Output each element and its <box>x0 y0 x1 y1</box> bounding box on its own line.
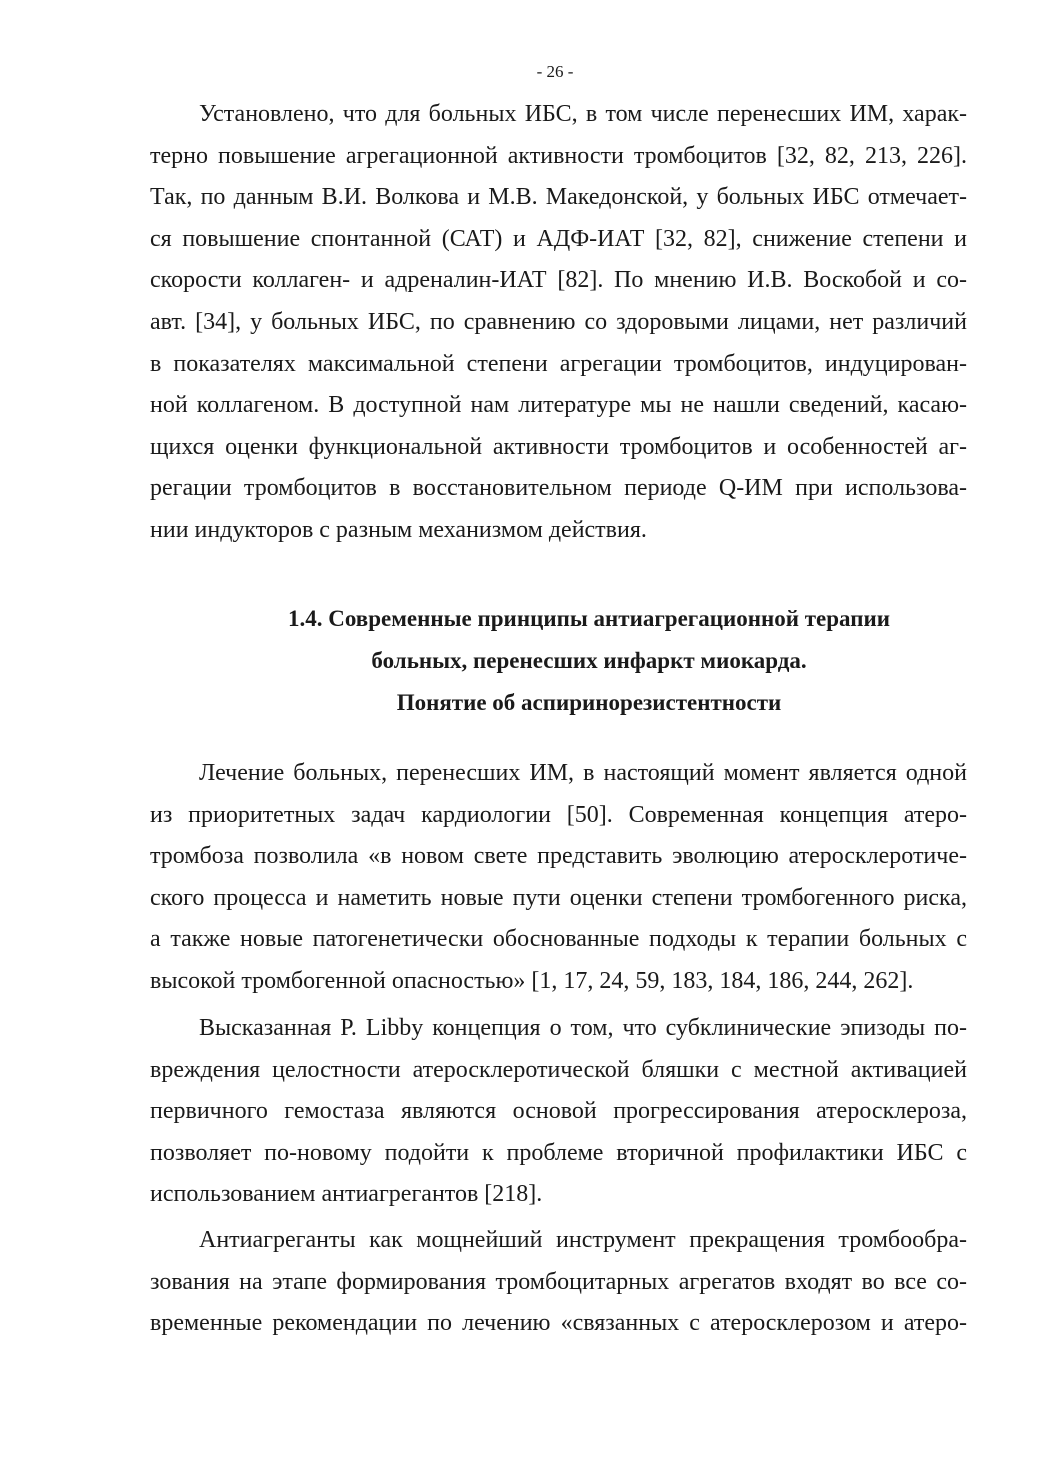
text-line: скорости коллаген- и адреналин-ИАТ [82]. По мнению И.В. Воскобой и со- <box>150 267 967 294</box>
text-line: первичного гемостаза являются основой прогрессирования атеросклероза, <box>150 1098 967 1125</box>
text-line: авт. [34], у больных ИБС, по сравнению со здоровыми лицами, нет различий <box>150 308 967 335</box>
text-line: вреждения целостности атеросклеротической бляшки с местной активацией <box>150 1056 967 1083</box>
text-line: щихся оценки функциональной активности тромбоцитов и особенностей аг- <box>150 433 967 460</box>
paragraph-2 <box>150 753 967 1003</box>
paragraph-1 <box>150 94 967 552</box>
text-line: регации тромбоцитов в восстановительном периоде Q-ИМ при использова- <box>150 475 967 502</box>
text-line: зования на этапе формирования тромбоцитарных агрегатов входят во все со- <box>150 1268 967 1295</box>
text-line: нии индукторов с разным механизмом действия. <box>150 516 647 543</box>
text-line: позволяет по-новому подойти к проблеме вторичной профилактики ИБС с <box>150 1139 967 1166</box>
text-line: в показателях максимальной степени агрегации тромбоцитов, индуцирован- <box>150 350 967 377</box>
text-line: Так, по данным В.И. Волкова и М.В. Македонской, у больных ИБС отмечает- <box>150 184 967 211</box>
text-line: ся повышение спонтанной (САТ) и АДФ-ИАТ [32, 82], снижение степени и <box>150 225 967 252</box>
text-line: а также новые патогенетически обоснованные подходы к терапии больных с <box>150 926 967 953</box>
heading-line: Понятие об аспиринорезистентности <box>396 690 782 715</box>
text-line: Лечение больных, перенесших ИМ, в настоящий момент является одной <box>199 760 967 786</box>
text-line: высокой тромбогенной опасностью» [1, 17, 24, 59, 183, 184, 186, 244, 262]. <box>150 967 914 994</box>
paragraph-3 <box>150 1008 967 1216</box>
heading-line: 1.4. Современные принципы антиагрегационной терапии <box>288 606 890 631</box>
text-line: ского процесса и наметить новые пути оценки степени тромбогенного риска, <box>150 884 967 911</box>
paragraph-4 <box>150 1220 967 1345</box>
heading-line: больных, перенесших инфаркт миокарда. <box>371 648 807 673</box>
text-line: Антиагреганты как мощнейший инструмент прекращения тромбообра- <box>199 1227 967 1253</box>
text-line: из приоритетных задач кардиологии [50]. Современная концепция атеро- <box>150 801 967 828</box>
text-line: Установлено, что для больных ИБС, в том числе перенесших ИМ, харак- <box>199 101 967 127</box>
text-line: использованием антиагрегантов [218]. <box>150 1181 543 1208</box>
text-line: терно повышение агрегационной активности тромбоцитов [32, 82, 213, 226]. <box>150 142 967 169</box>
text-line: тромбоза позволила «в новом свете представить эволюцию атеросклеротиче- <box>150 843 967 870</box>
text-line: ной коллагеном. В доступной нам литературе мы не нашли сведений, касаю- <box>150 392 967 419</box>
page-number: - 26 - <box>536 62 574 81</box>
section-heading <box>150 598 1028 724</box>
text-line: временные рекомендации по лечению «связанных с атеросклерозом и атеро- <box>150 1310 967 1337</box>
text-line: Высказанная P. Libby концепция о том, что субклинические эпизоды по- <box>199 1015 967 1041</box>
